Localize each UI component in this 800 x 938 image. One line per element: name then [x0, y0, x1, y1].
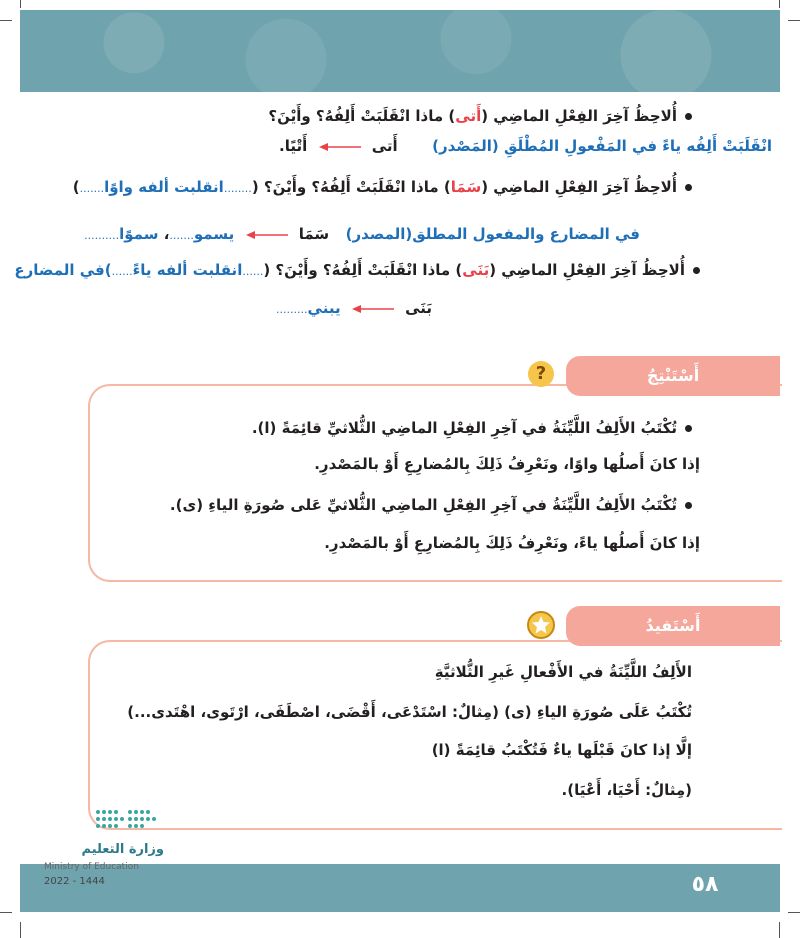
edition-year: 2022 - 1444 — [44, 876, 105, 887]
question-icon: ? — [528, 361, 554, 387]
crop-mark — [788, 20, 800, 21]
question-3: أُلاحِظُ آخِرَ الفِعْلِ الماضِي (بَنَى) ماذا انْقَلَبَتْ أَلِفُهُ؟ وأَيْنَ؟ (......انقلبت ألفه ياءً......)في المضارع — [14, 258, 700, 284]
benefit-title: أَسْتَفيدُ — [645, 616, 701, 635]
question-1: أُلاحِظُ آخِرَ الفِعْلِ الماضِي (أَتى) ماذا انْقَلَبَتْ أَلِفُهُ؟ وأَيْنَ؟ — [268, 104, 692, 128]
answer-text: في المضارع والمفعول المطلق(المصدر) — [345, 225, 640, 243]
verb-highlight: أَتى — [455, 107, 482, 125]
crop-mark — [0, 912, 12, 913]
medal-icon — [526, 610, 556, 640]
verb: بَنَى — [405, 299, 432, 317]
bullet — [685, 502, 692, 509]
crop-mark — [779, 922, 780, 938]
derived-form: يسمو — [193, 225, 235, 243]
dotted-fill: ...... — [242, 265, 264, 278]
question-2: أُلاحِظُ آخِرَ الفِعْلِ الماضِي (سَمَا) ماذا انْقَلَبَتْ أَلِفُهُ؟ وأَيْنَ؟ (........انقلبت ألفه واوًا.......) — [73, 175, 692, 201]
ministry-logo-icon — [90, 806, 160, 832]
crop-mark — [779, 0, 780, 8]
conclude-line-1: تُكْتَبُ الأَلِفُ اللَّيِّنَةُ في آخِرِ الفِعْلِ الماضِي الثُّلاثيِّ قائِمَةً (ا). — [252, 416, 692, 440]
dotted-fill: ........ — [223, 182, 252, 195]
conclude-tab — [566, 356, 780, 396]
dotted-fill: ...... — [111, 265, 133, 278]
conclude-line-4: إذا كانَ أَصلُها ياءً، ونَعْرِفُ ذَلِكَ بِالمُضارِعِ أَوْ بالمَصْدرِ. — [324, 534, 700, 552]
verb-highlight: سَمَا — [450, 178, 482, 196]
arrow-left-icon — [319, 141, 361, 153]
arrow-left-icon — [246, 229, 288, 241]
answer-2: في المضارع والمفعول المطلق(المصدر) سَمَا يسمو.......، سموًا.......... — [84, 225, 640, 243]
verb: أَتى — [371, 137, 398, 155]
crop-mark — [20, 922, 21, 938]
header-band — [20, 10, 780, 92]
filled-answer: انقلبت ألفه واوًا — [104, 178, 224, 196]
benefit-line-4: (مِثالٌ: أَحْيَا، أَعْيَا). — [561, 781, 692, 799]
conclude-line-2: إذا كانَ أَصلُها واوًا، ونَعْرِفُ ذَلِكَ بِالمُضارِعِ أَوْ بالمَصْدرِ. — [314, 455, 700, 473]
arrow-left-icon — [352, 303, 394, 315]
answer-1 — [279, 134, 772, 158]
derived-form: أَتْيًا. — [279, 137, 308, 155]
derived-form: يبني — [307, 299, 341, 317]
crop-mark — [0, 20, 12, 21]
crop-mark — [20, 0, 21, 8]
benefit-line-3: إلَّا إذا كانَ قَبْلَها ياءٌ فَتُكْتَبُ قائِمَةً (ا) — [431, 741, 692, 759]
answer-3: بَنَى يبني......... — [276, 299, 432, 317]
benefit-line-2: تُكْتَبُ عَلَى صُورَةِ الياءِ (ى) (مِثالٌ: اسْتَدْعَى، أَقْضَى، اصْطَفَى، ارْتَوى، اهْتَدى...) — [127, 703, 692, 721]
conclude-line-3: تُكْتَبُ الأَلِفُ اللَّيِّنَةُ في آخِرِ الفِعْلِ الماضِي الثُّلاثيِّ عَلى صُورَةِ الياءِ (ى). — [170, 493, 692, 517]
bullet — [693, 267, 700, 274]
page-number: ٥٨ — [691, 872, 719, 897]
answer-text: انْقَلَبَتْ أَلِفُه ياءً في المَفْعولِ المُطْلَقِ (المَصْدر) — [432, 137, 772, 155]
crop-mark — [788, 912, 800, 913]
bullet — [685, 425, 692, 432]
bullet — [685, 184, 692, 191]
benefit-line-1: الأَلِفُ اللَّيِّنَةُ في الأَفْعالِ غَيرِ الثُّلاثيَّةِ — [434, 663, 692, 681]
ministry-name-ar: وزارة التعليم — [81, 842, 164, 857]
verb: سَمَا — [298, 225, 330, 243]
verb-highlight: بَنَى — [462, 261, 490, 279]
derived-form: سموًا — [119, 225, 159, 243]
filled-answer: انقلبت ألفه ياءً — [132, 261, 243, 279]
conclude-title: أَسْتَنْتِجُ — [646, 366, 700, 385]
benefit-tab — [566, 606, 780, 646]
bullet — [685, 113, 692, 120]
ministry-name-en: Ministry of Education — [44, 862, 139, 872]
dotted-fill: ....... — [79, 182, 105, 195]
